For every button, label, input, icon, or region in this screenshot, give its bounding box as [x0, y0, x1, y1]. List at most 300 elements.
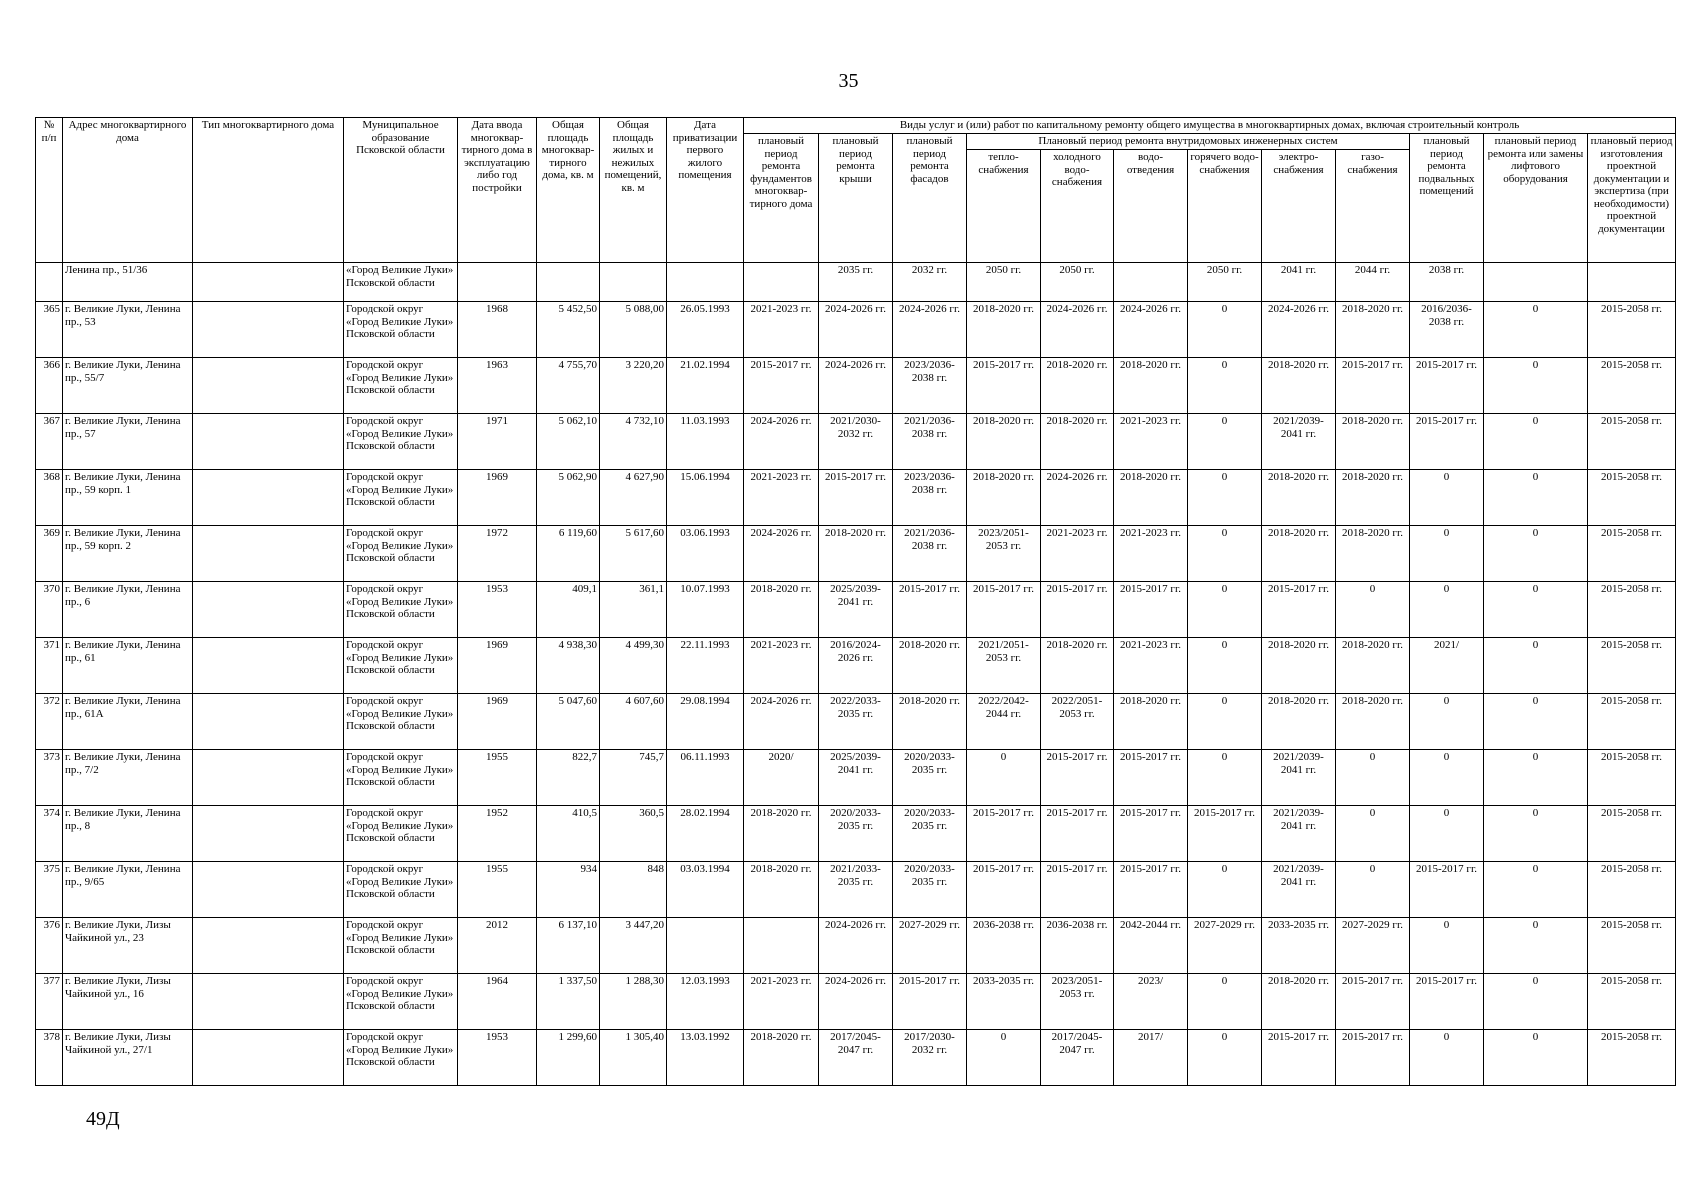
table-row — [36, 582, 1676, 638]
privatization-date-cell — [667, 263, 744, 302]
living-area-cell: 745,7 — [600, 750, 667, 806]
facade-period-cell: 2020/2033-2035 гг. — [893, 750, 967, 806]
elevator-period-cell: 0 — [1484, 1030, 1588, 1086]
row-number-cell: 372 — [36, 694, 63, 750]
house-type-cell — [193, 918, 344, 974]
municipality-cell: Городской округ «Город Великие Луки» Псковской области — [344, 638, 458, 694]
electric-period-cell: 2024-2026 гг. — [1262, 302, 1336, 358]
gas-period-cell: 2018-2020 гг. — [1336, 694, 1410, 750]
sewer-period-cell: 2021-2023 гг. — [1114, 414, 1188, 470]
heat-supply-period-cell: 2015-2017 гг. — [967, 806, 1041, 862]
facade-period-cell: 2023/2036-2038 гг. — [893, 470, 967, 526]
electric-period-cell: 2015-2017 гг. — [1262, 1030, 1336, 1086]
privatization-date-cell: 15.06.1994 — [667, 470, 744, 526]
total-area-cell: 4 755,70 — [537, 358, 600, 414]
address-cell: г. Великие Луки, Ленина пр., 8 — [63, 806, 193, 862]
table-row — [36, 470, 1676, 526]
gas-period-cell: 2015-2017 гг. — [1336, 358, 1410, 414]
row-number-cell: 370 — [36, 582, 63, 638]
total-area-cell: 1 299,60 — [537, 1030, 600, 1086]
electric-period-cell: 2018-2020 гг. — [1262, 638, 1336, 694]
year-cell: 2012 — [458, 918, 537, 974]
project-docs-period-cell: 2015-2058 гг. — [1588, 750, 1676, 806]
address-cell: г. Великие Луки, Лизы Чайкиной ул., 27/1 — [63, 1030, 193, 1086]
house-type-cell — [193, 1030, 344, 1086]
total-area-cell: 1 337,50 — [537, 974, 600, 1030]
privatization-date-cell: 03.03.1994 — [667, 862, 744, 918]
header-year: Дата ввода многоквар-тирного дома в эксплуатацию либо год постройки — [458, 118, 537, 263]
basement-period-cell: 0 — [1410, 1030, 1484, 1086]
address-cell: г. Великие Луки, Ленина пр., 61А — [63, 694, 193, 750]
sewer-period-cell: 2018-2020 гг. — [1114, 470, 1188, 526]
header-project: плановый период изготовления проектной документации и экспертиза (при необходимости) проектной документации — [1588, 134, 1676, 263]
electric-period-cell: 2033-2035 гг. — [1262, 918, 1336, 974]
hot-water-period-cell: 2027-2029 гг. — [1188, 918, 1262, 974]
total-area-cell: 409,1 — [537, 582, 600, 638]
header-municipality: Муниципальное образование Псковской области — [344, 118, 458, 263]
year-cell: 1971 — [458, 414, 537, 470]
roof-period-cell: 2020/2033-2035 гг. — [819, 806, 893, 862]
privatization-date-cell: 28.02.1994 — [667, 806, 744, 862]
facade-period-cell: 2020/2033-2035 гг. — [893, 862, 967, 918]
foundation-period-cell: 2024-2026 гг. — [744, 414, 819, 470]
address-cell: г. Великие Луки, Ленина пр., 59 корп. 2 — [63, 526, 193, 582]
address-cell: г. Великие Луки, Ленина пр., 9/65 — [63, 862, 193, 918]
municipality-cell: Городской округ «Город Великие Луки» Псковской области — [344, 694, 458, 750]
year-cell: 1955 — [458, 862, 537, 918]
living-area-cell: 5 088,00 — [600, 302, 667, 358]
heat-supply-period-cell: 2023/2051-2053 гг. — [967, 526, 1041, 582]
total-area-cell — [537, 263, 600, 302]
municipality-cell: Городской округ «Город Великие Луки» Псковской области — [344, 526, 458, 582]
facade-period-cell: 2017/2030-2032 гг. — [893, 1030, 967, 1086]
cold-water-period-cell: 2015-2017 гг. — [1041, 862, 1114, 918]
foundation-period-cell: 2021-2023 гг. — [744, 974, 819, 1030]
basement-period-cell: 2016/2036-2038 гг. — [1410, 302, 1484, 358]
heat-supply-period-cell: 2015-2017 гг. — [967, 358, 1041, 414]
total-area-cell: 934 — [537, 862, 600, 918]
foundation-period-cell: 2024-2026 гг. — [744, 694, 819, 750]
hot-water-period-cell: 0 — [1188, 638, 1262, 694]
facade-period-cell: 2020/2033-2035 гг. — [893, 806, 967, 862]
facade-period-cell: 2023/2036-2038 гг. — [893, 358, 967, 414]
table-body — [36, 263, 1676, 1086]
elevator-period-cell: 0 — [1484, 582, 1588, 638]
cold-water-period-cell: 2017/2045-2047 гг. — [1041, 1030, 1114, 1086]
gas-period-cell: 2018-2020 гг. — [1336, 414, 1410, 470]
header-heat: тепло-снабжения — [967, 150, 1041, 263]
table-row — [36, 358, 1676, 414]
house-type-cell — [193, 358, 344, 414]
row-number-cell: 378 — [36, 1030, 63, 1086]
table-row — [36, 526, 1676, 582]
privatization-date-cell: 06.11.1993 — [667, 750, 744, 806]
hot-water-period-cell: 0 — [1188, 526, 1262, 582]
house-type-cell — [193, 263, 344, 302]
gas-period-cell: 0 — [1336, 582, 1410, 638]
house-type-cell — [193, 806, 344, 862]
table-row — [36, 918, 1676, 974]
year-cell: 1964 — [458, 974, 537, 1030]
repair-schedule-table — [35, 117, 1676, 1086]
gas-period-cell: 2044 гг. — [1336, 263, 1410, 302]
electric-period-cell: 2018-2020 гг. — [1262, 526, 1336, 582]
hot-water-period-cell: 0 — [1188, 358, 1262, 414]
row-number-cell: 369 — [36, 526, 63, 582]
living-area-cell: 848 — [600, 862, 667, 918]
roof-period-cell: 2016/2024-2026 гг. — [819, 638, 893, 694]
address-cell: г. Великие Луки, Ленина пр., 53 — [63, 302, 193, 358]
basement-period-cell: 2015-2017 гг. — [1410, 974, 1484, 1030]
address-cell: г. Великие Луки, Ленина пр., 57 — [63, 414, 193, 470]
elevator-period-cell: 0 — [1484, 694, 1588, 750]
elevator-period-cell: 0 — [1484, 638, 1588, 694]
address-cell: г. Великие Луки, Лизы Чайкиной ул., 23 — [63, 918, 193, 974]
heat-supply-period-cell: 2018-2020 гг. — [967, 302, 1041, 358]
facade-period-cell: 2021/2036-2038 гг. — [893, 526, 967, 582]
roof-period-cell: 2018-2020 гг. — [819, 526, 893, 582]
living-area-cell: 4 732,10 — [600, 414, 667, 470]
roof-period-cell: 2025/2039-2041 гг. — [819, 750, 893, 806]
elevator-period-cell: 0 — [1484, 750, 1588, 806]
facade-period-cell: 2024-2026 гг. — [893, 302, 967, 358]
basement-period-cell: 2021/ — [1410, 638, 1484, 694]
roof-period-cell: 2022/2033-2035 гг. — [819, 694, 893, 750]
foundation-period-cell: 2018-2020 гг. — [744, 1030, 819, 1086]
total-area-cell: 4 938,30 — [537, 638, 600, 694]
living-area-cell — [600, 263, 667, 302]
total-area-cell: 5 452,50 — [537, 302, 600, 358]
total-area-cell: 6 119,60 — [537, 526, 600, 582]
table-row — [36, 1030, 1676, 1086]
project-docs-period-cell: 2015-2058 гг. — [1588, 806, 1676, 862]
basement-period-cell: 0 — [1410, 470, 1484, 526]
electric-period-cell: 2021/2039-2041 гг. — [1262, 806, 1336, 862]
header-hot-water: горячего водо-снабжения — [1188, 150, 1262, 263]
privatization-date-cell: 21.02.1994 — [667, 358, 744, 414]
table-row — [36, 806, 1676, 862]
gas-period-cell: 2018-2020 гг. — [1336, 470, 1410, 526]
sewer-period-cell: 2042-2044 гг. — [1114, 918, 1188, 974]
sewer-period-cell: 2021-2023 гг. — [1114, 526, 1188, 582]
table-row — [36, 974, 1676, 1030]
privatization-date-cell: 03.06.1993 — [667, 526, 744, 582]
house-type-cell — [193, 302, 344, 358]
roof-period-cell: 2025/2039-2041 гг. — [819, 582, 893, 638]
elevator-period-cell: 0 — [1484, 806, 1588, 862]
basement-period-cell: 0 — [1410, 806, 1484, 862]
municipality-cell: Городской округ «Город Великие Луки» Псковской области — [344, 806, 458, 862]
basement-period-cell: 2015-2017 гг. — [1410, 414, 1484, 470]
heat-supply-period-cell: 2022/2042-2044 гг. — [967, 694, 1041, 750]
heat-supply-period-cell: 2036-2038 гг. — [967, 918, 1041, 974]
elevator-period-cell: 0 — [1484, 358, 1588, 414]
header-facade: плановый период ремонта фасадов — [893, 134, 967, 263]
electric-period-cell: 2018-2020 гг. — [1262, 974, 1336, 1030]
cold-water-period-cell: 2018-2020 гг. — [1041, 414, 1114, 470]
foundation-period-cell: 2018-2020 гг. — [744, 806, 819, 862]
sewer-period-cell: 2023/ — [1114, 974, 1188, 1030]
sewer-period-cell: 2017/ — [1114, 1030, 1188, 1086]
hot-water-period-cell: 0 — [1188, 750, 1262, 806]
cold-water-period-cell: 2015-2017 гг. — [1041, 750, 1114, 806]
electric-period-cell: 2018-2020 гг. — [1262, 694, 1336, 750]
heat-supply-period-cell: 2018-2020 гг. — [967, 414, 1041, 470]
house-type-cell — [193, 862, 344, 918]
hot-water-period-cell: 0 — [1188, 694, 1262, 750]
privatization-date-cell: 29.08.1994 — [667, 694, 744, 750]
heat-supply-period-cell: 0 — [967, 1030, 1041, 1086]
cold-water-period-cell: 2021-2023 гг. — [1041, 526, 1114, 582]
basement-period-cell: 0 — [1410, 526, 1484, 582]
year-cell: 1953 — [458, 1030, 537, 1086]
project-docs-period-cell: 2015-2058 гг. — [1588, 414, 1676, 470]
cold-water-period-cell: 2015-2017 гг. — [1041, 806, 1114, 862]
total-area-cell: 6 137,10 — [537, 918, 600, 974]
cold-water-period-cell: 2024-2026 гг. — [1041, 302, 1114, 358]
total-area-cell: 5 062,90 — [537, 470, 600, 526]
foundation-period-cell: 2024-2026 гг. — [744, 526, 819, 582]
electric-period-cell: 2021/2039-2041 гг. — [1262, 750, 1336, 806]
house-type-cell — [193, 974, 344, 1030]
address-cell: г. Великие Луки, Ленина пр., 6 — [63, 582, 193, 638]
header-cold-water: холодного водо-снабжения — [1041, 150, 1114, 263]
gas-period-cell: 2027-2029 гг. — [1336, 918, 1410, 974]
header-type: Тип многоквартирного дома — [193, 118, 344, 263]
row-number-cell: 377 — [36, 974, 63, 1030]
sewer-period-cell: 2018-2020 гг. — [1114, 358, 1188, 414]
basement-period-cell: 2015-2017 гг. — [1410, 862, 1484, 918]
row-number-cell: 365 — [36, 302, 63, 358]
total-area-cell: 410,5 — [537, 806, 600, 862]
year-cell: 1972 — [458, 526, 537, 582]
row-number-cell: 371 — [36, 638, 63, 694]
municipality-cell: Городской округ «Город Великие Луки» Псковской области — [344, 862, 458, 918]
gas-period-cell: 2015-2017 гг. — [1336, 974, 1410, 1030]
hot-water-period-cell: 0 — [1188, 1030, 1262, 1086]
hot-water-period-cell: 2015-2017 гг. — [1188, 806, 1262, 862]
address-cell: г. Великие Луки, Лизы Чайкиной ул., 16 — [63, 974, 193, 1030]
facade-period-cell: 2018-2020 гг. — [893, 638, 967, 694]
house-type-cell — [193, 526, 344, 582]
basement-period-cell: 0 — [1410, 694, 1484, 750]
header-basement: плановый период ремонта подвальных помещений — [1410, 134, 1484, 263]
gas-period-cell: 0 — [1336, 750, 1410, 806]
header-living-area: Общая площадь жилых и нежилых помещений, кв. м — [600, 118, 667, 263]
document-code: 49Д — [86, 1108, 120, 1130]
gas-period-cell: 0 — [1336, 862, 1410, 918]
cold-water-period-cell: 2023/2051-2053 гг. — [1041, 974, 1114, 1030]
header-gas: газо-снабжения — [1336, 150, 1410, 263]
municipality-cell: Городской округ «Город Великие Луки» Псковской области — [344, 750, 458, 806]
municipality-cell: Городской округ «Город Великие Луки» Псковской области — [344, 302, 458, 358]
heat-supply-period-cell: 2050 гг. — [967, 263, 1041, 302]
foundation-period-cell — [744, 263, 819, 302]
elevator-period-cell: 0 — [1484, 470, 1588, 526]
address-cell: г. Великие Луки, Ленина пр., 59 корп. 1 — [63, 470, 193, 526]
year-cell: 1955 — [458, 750, 537, 806]
municipality-cell: Городской округ «Город Великие Луки» Псковской области — [344, 918, 458, 974]
project-docs-period-cell: 2015-2058 гг. — [1588, 582, 1676, 638]
municipality-cell: Городской округ «Город Великие Луки» Псковской области — [344, 1030, 458, 1086]
elevator-period-cell: 0 — [1484, 974, 1588, 1030]
hot-water-period-cell: 0 — [1188, 582, 1262, 638]
address-cell: г. Великие Луки, Ленина пр., 7/2 — [63, 750, 193, 806]
privatization-date-cell: 22.11.1993 — [667, 638, 744, 694]
roof-period-cell: 2035 гг. — [819, 263, 893, 302]
gas-period-cell: 2018-2020 гг. — [1336, 638, 1410, 694]
municipality-cell: Городской округ «Город Великие Луки» Псковской области — [344, 358, 458, 414]
living-area-cell: 1 288,30 — [600, 974, 667, 1030]
foundation-period-cell: 2015-2017 гг. — [744, 358, 819, 414]
roof-period-cell: 2024-2026 гг. — [819, 918, 893, 974]
header-roof: плановый период ремонта крыши — [819, 134, 893, 263]
header-row-1 — [36, 118, 1676, 134]
foundation-period-cell: 2021-2023 гг. — [744, 638, 819, 694]
hot-water-period-cell: 0 — [1188, 470, 1262, 526]
header-systems-group: Плановый период ремонта внутридомовых инженерных систем — [967, 134, 1410, 150]
cold-water-period-cell: 2018-2020 гг. — [1041, 358, 1114, 414]
table-row — [36, 694, 1676, 750]
heat-supply-period-cell: 0 — [967, 750, 1041, 806]
municipality-cell: Городской округ «Город Великие Луки» Псковской области — [344, 414, 458, 470]
cold-water-period-cell: 2022/2051-2053 гг. — [1041, 694, 1114, 750]
page-number: 35 — [838, 70, 859, 92]
table-row — [36, 414, 1676, 470]
year-cell: 1969 — [458, 694, 537, 750]
living-area-cell: 4 607,60 — [600, 694, 667, 750]
row-number-cell: 368 — [36, 470, 63, 526]
foundation-period-cell: 2018-2020 гг. — [744, 582, 819, 638]
sewer-period-cell: 2015-2017 гг. — [1114, 806, 1188, 862]
electric-period-cell: 2018-2020 гг. — [1262, 358, 1336, 414]
sewer-period-cell: 2015-2017 гг. — [1114, 862, 1188, 918]
row-number-cell: 374 — [36, 806, 63, 862]
facade-period-cell: 2027-2029 гг. — [893, 918, 967, 974]
electric-period-cell: 2041 гг. — [1262, 263, 1336, 302]
row-number-cell — [36, 263, 63, 302]
house-type-cell — [193, 750, 344, 806]
cold-water-period-cell: 2024-2026 гг. — [1041, 470, 1114, 526]
living-area-cell: 360,5 — [600, 806, 667, 862]
row-number-cell: 373 — [36, 750, 63, 806]
foundation-period-cell: 2020/ — [744, 750, 819, 806]
header-address: Адрес многоквартирного дома — [63, 118, 193, 263]
living-area-cell: 361,1 — [600, 582, 667, 638]
table-row — [36, 302, 1676, 358]
foundation-period-cell: 2021-2023 гг. — [744, 470, 819, 526]
header-sewer: водо-отведения — [1114, 150, 1188, 263]
cold-water-period-cell: 2036-2038 гг. — [1041, 918, 1114, 974]
sewer-period-cell: 2015-2017 гг. — [1114, 750, 1188, 806]
year-cell: 1968 — [458, 302, 537, 358]
project-docs-period-cell: 2015-2058 гг. — [1588, 694, 1676, 750]
year-cell: 1953 — [458, 582, 537, 638]
privatization-date-cell: 13.03.1992 — [667, 1030, 744, 1086]
hot-water-period-cell: 0 — [1188, 414, 1262, 470]
gas-period-cell: 2018-2020 гг. — [1336, 302, 1410, 358]
header-works-group: Виды услуг и (или) работ по капитальному ремонту общего имущества в многоквартирных домах, включая строительный контроль — [744, 118, 1676, 134]
basement-period-cell: 0 — [1410, 582, 1484, 638]
row-number-cell: 366 — [36, 358, 63, 414]
basement-period-cell: 2038 гг. — [1410, 263, 1484, 302]
hot-water-period-cell: 0 — [1188, 302, 1262, 358]
living-area-cell: 3 447,20 — [600, 918, 667, 974]
total-area-cell: 5 047,60 — [537, 694, 600, 750]
table-row — [36, 750, 1676, 806]
privatization-date-cell: 12.03.1993 — [667, 974, 744, 1030]
municipality-cell: Городской округ «Город Великие Луки» Псковской области — [344, 974, 458, 1030]
header-foundation: плановый период ремонта фундаментов многоквар-тирного дома — [744, 134, 819, 263]
elevator-period-cell: 0 — [1484, 918, 1588, 974]
project-docs-period-cell: 2015-2058 гг. — [1588, 302, 1676, 358]
living-area-cell: 3 220,20 — [600, 358, 667, 414]
project-docs-period-cell: 2015-2058 гг. — [1588, 358, 1676, 414]
address-cell: г. Великие Луки, Ленина пр., 55/7 — [63, 358, 193, 414]
cold-water-period-cell: 2015-2017 гг. — [1041, 582, 1114, 638]
total-area-cell: 5 062,10 — [537, 414, 600, 470]
living-area-cell: 1 305,40 — [600, 1030, 667, 1086]
header-num: № п/п — [36, 118, 63, 263]
municipality-cell: «Город Великие Луки» Псковской области — [344, 263, 458, 302]
sewer-period-cell — [1114, 263, 1188, 302]
year-cell: 1952 — [458, 806, 537, 862]
basement-period-cell: 0 — [1410, 750, 1484, 806]
project-docs-period-cell: 2015-2058 гг. — [1588, 862, 1676, 918]
heat-supply-period-cell: 2015-2017 гг. — [967, 582, 1041, 638]
heat-supply-period-cell: 2021/2051-2053 гг. — [967, 638, 1041, 694]
roof-period-cell: 2024-2026 гг. — [819, 302, 893, 358]
electric-period-cell: 2018-2020 гг. — [1262, 470, 1336, 526]
roof-period-cell: 2024-2026 гг. — [819, 358, 893, 414]
year-cell: 1963 — [458, 358, 537, 414]
facade-period-cell: 2018-2020 гг. — [893, 694, 967, 750]
roof-period-cell: 2021/2030-2032 гг. — [819, 414, 893, 470]
privatization-date-cell — [667, 918, 744, 974]
electric-period-cell: 2015-2017 гг. — [1262, 582, 1336, 638]
living-area-cell: 4 499,30 — [600, 638, 667, 694]
address-cell: г. Великие Луки, Ленина пр., 61 — [63, 638, 193, 694]
basement-period-cell: 0 — [1410, 918, 1484, 974]
privatization-date-cell: 26.05.1993 — [667, 302, 744, 358]
row-number-cell: 375 — [36, 862, 63, 918]
roof-period-cell: 2017/2045-2047 гг. — [819, 1030, 893, 1086]
gas-period-cell: 2018-2020 гг. — [1336, 526, 1410, 582]
project-docs-period-cell: 2015-2058 гг. — [1588, 526, 1676, 582]
cold-water-period-cell: 2018-2020 гг. — [1041, 638, 1114, 694]
living-area-cell: 4 627,90 — [600, 470, 667, 526]
elevator-period-cell: 0 — [1484, 414, 1588, 470]
hot-water-period-cell: 2050 гг. — [1188, 263, 1262, 302]
project-docs-period-cell: 2015-2058 гг. — [1588, 918, 1676, 974]
project-docs-period-cell: 2015-2058 гг. — [1588, 470, 1676, 526]
sewer-period-cell: 2021-2023 гг. — [1114, 638, 1188, 694]
elevator-period-cell: 0 — [1484, 526, 1588, 582]
table-row — [36, 638, 1676, 694]
row-number-cell: 367 — [36, 414, 63, 470]
header-privatization: Дата приватизации первого жилого помещения — [667, 118, 744, 263]
house-type-cell — [193, 638, 344, 694]
project-docs-period-cell — [1588, 263, 1676, 302]
table-row — [36, 263, 1676, 302]
privatization-date-cell: 11.03.1993 — [667, 414, 744, 470]
gas-period-cell: 0 — [1336, 806, 1410, 862]
house-type-cell — [193, 470, 344, 526]
foundation-period-cell — [744, 918, 819, 974]
roof-period-cell: 2015-2017 гг. — [819, 470, 893, 526]
house-type-cell — [193, 414, 344, 470]
header-electric: электро-снабжения — [1262, 150, 1336, 263]
